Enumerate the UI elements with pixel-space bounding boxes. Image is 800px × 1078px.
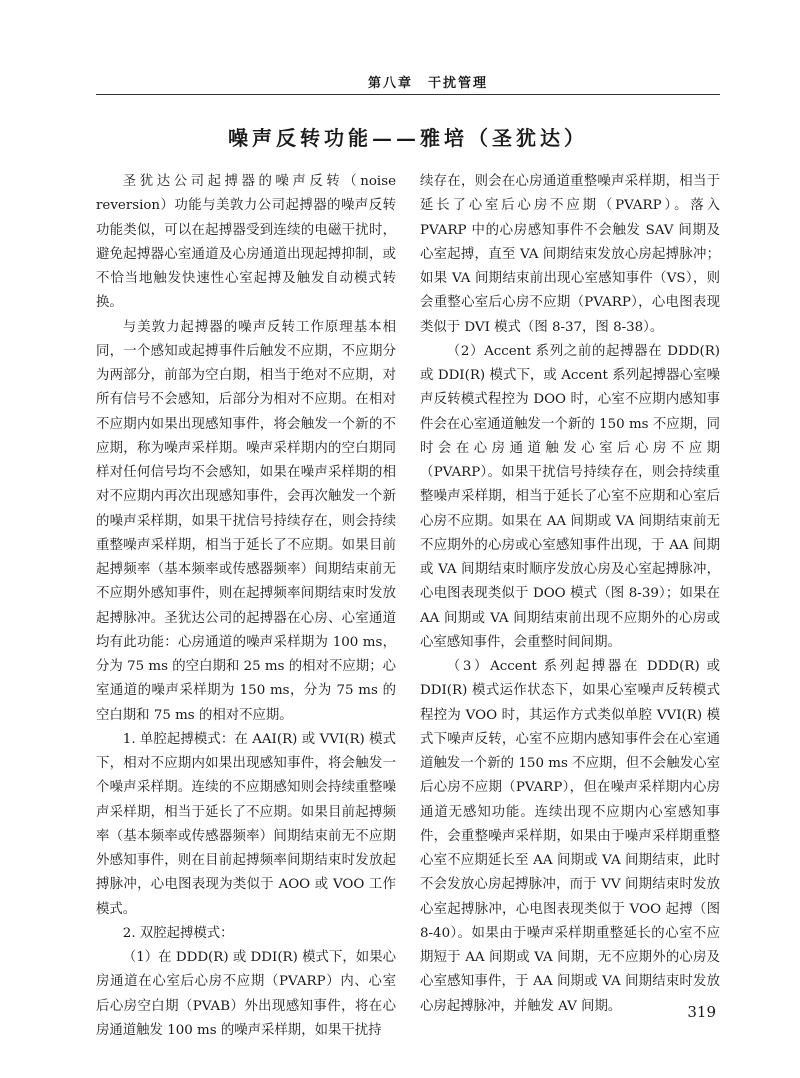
left-column [96,170,396,1043]
running-header [96,66,720,95]
chapter-title: 第八章 干扰管理 [367,76,488,91]
paragraph: 1. 单腔起搏模式：在 AAI(R) 或 VVI(R) 模式下，相对不应期内如果出现感知事件，将会触发一个噪声采样期。连续的不应期感知则会持续重整噪声采样期，相当于延长了不应期。如果目前起搏频率（基本频率或传感器频率）间期结束前无不应期外感知事件，则在目前起搏频率间期结束时发放起搏脉冲，心电图表现为类似于 AOO 或 VOO 工作模式。 [96,731,396,917]
page-number: 319 [687,1003,716,1021]
right-column [420,170,720,1019]
paragraph: （1）在 DDD(R) 或 DDI(R) 模式下，如果心房通道在心室后心房不应期（PVARP）内、心室后心房空白期（PVAB）外出现感知事件，将在心房通道触发 100 ms 的噪声采样期，如果干扰持 [96,950,396,1038]
paragraph: （2）Accent 系列之前的起搏器在 DDD(R) 或 DDI(R) 模式下，或 Accent 系列起搏器心室噪声反转模式程控为 DOO 时，心室不应期内感知事件会在心室通道触发一个新的 150 ms 不应期，同时会在心房通道触发心室后心房不应期（PVARP）。如果干扰信号持续存在，则会持续重整噪声采样期，相当于延长了心室不应期和心室后心房不应期。如果在 AA 间期或 VA 间期结束前无不应期外的心房或心室感知事件出现，于 AA 间期或 VA 间期结束时顺序发放心房及心室起搏脉冲，心电图表现类似于 DOO 模式（图 8-39）；如果在 AA 间期或 VA 间期结束前出现不应期外的心房或心室感知事件，会重整时间间期。 [420,343,720,650]
paragraph-continued: 续存在，则会在心房通道重整噪声采样期，相当于延长了心室后心房不应期（PVARP）。落入 PVARP 中的心房感知事件不会触发 SAV 间期及心室起搏，直至 VA 间期结束发放心房起搏脉冲；如果 VA 间期结束前出现心室感知事件（VS），则会重整心室后心房不应期（PVARP），心电图表现类似于 DVI 模式（图 8-37，图 8-38）。 [420,174,720,335]
paragraph: 圣犹达公司起搏器的噪声反转（noise reversion）功能与美敦力公司起搏器的噪声反转功能类似，可以在起搏器受到连续的电磁干扰时，避免起搏器心室通道及心房通道出现起搏抑制，或不恰当地触发快速性心室起搏及触发自动模式转换。 [96,174,396,311]
paragraph: （3）Accent 系列起搏器在 DDD(R) 或 DDI(R) 模式运作状态下，如果心室噪声反转模式程控为 VOO 时，其运作方式类似单腔 VVI(R) 模式下噪声反转，心室不应期内感知事件会在心室通道触发一个新的 150 ms 不应期，但不会触发心室后心房不应期（PVARP），但在噪声采样期内心房通道无感知功能。连续出现不应期内心室感知事件，会重整噪声采样期，如果由于噪声采样期重整心室不应期延长至 AA 间期或 VA 间期结束，此时不会发放心房起搏脉冲，而于 VV 间期结束时发放心室起搏脉冲，心电图表现类似于 VOO 起搏（图 8-40）。如果由于噪声采样期重整延长的心室不应期短于 AA 间期或 VA 间期，无不应期外的心房及心室感知事件，于 AA 间期或 VA 间期结束时发放心房起搏脉冲，并触发 AV 间期。 [420,659,720,1014]
paragraph: 2. 双腔起搏模式： [122,925,234,941]
paragraph: 与美敦力起搏器的噪声反转工作原理基本相同，一个感知或起搏事件后触发不应期，不应期分为两部分，前部为空白期，相当于绝对不应期，对所有信号不会感知，后部分为相对不应期。在相对不应期内如果出现感知事件，将会触发一个新的不应期，称为噪声采样期。噪声采样期内的空白期同样对任何信号均不会感知，如果在噪声采样期的相对不应期内再次出现感知事件，会再次触发一个新的噪声采样期，如果干扰信号持续存在，则会持续重整噪声采样期，相当于延长了不应期。如果目前起搏频率（基本频率或传感器频率）间期结束前无不应期外感知事件，则在起搏频率间期结束时发放起搏脉冲。圣犹达公司的起搏器在心房、心室通道均有此功能：心房通道的噪声采样期为 100 ms，分为 75 ms 的空白期和 25 ms 的相对不应期；心室通道的噪声采样期为 150 ms，分为 75 ms 的空白期和 75 ms 的相对不应期。 [96,319,396,723]
section-title: 噪声反转功能——雅培（圣犹达） [228,126,588,150]
